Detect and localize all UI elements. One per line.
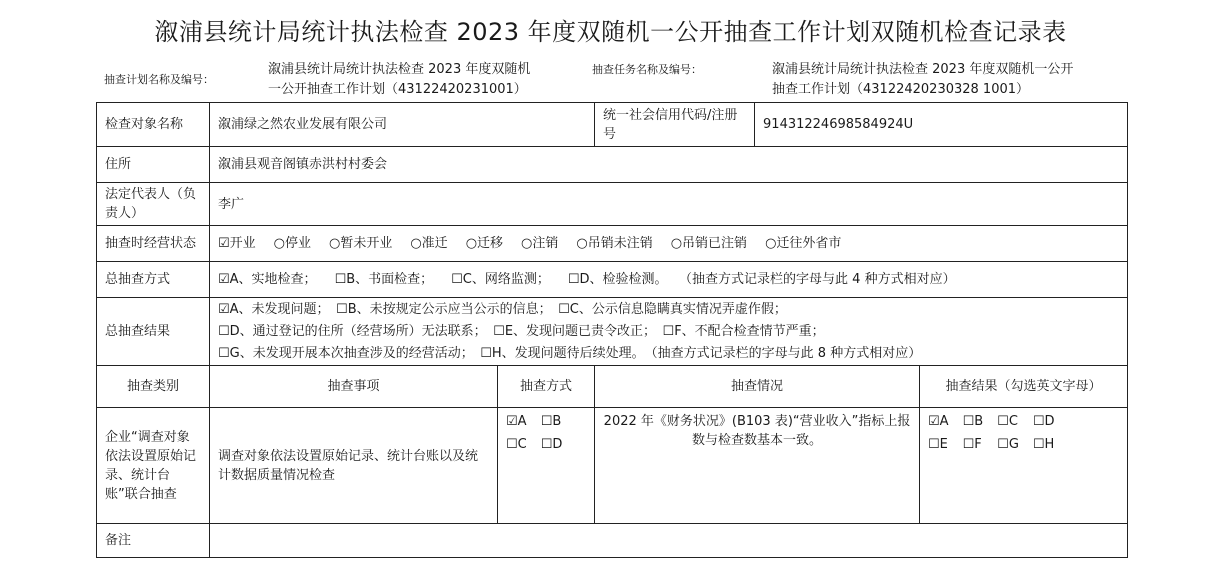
header-item: 抽查事项 [210,366,498,408]
status-option[interactable]: ○吊销已注销 [670,236,748,251]
remark-label: 备注 [97,524,210,558]
entry-method-option[interactable]: ☐B [540,414,562,429]
status-option[interactable]: ○迁移 [465,236,504,251]
status-option[interactable]: ○准迁 [410,236,448,251]
entry-result-option[interactable]: ☐E [928,437,948,452]
remark-row [97,524,1128,558]
credit-value: 91431224698584924U [755,103,1128,147]
result-line2: ☐D、通过登记的住所（经营场所）无法联系； ☐E、发现问题已责令改正； ☐F、不配合检查情节严重； [218,323,825,339]
legal-value: 李广 [210,183,1128,226]
task-label: 抽查任务名称及编号： [592,63,702,76]
status-label: 抽查时经营状态 [97,226,210,262]
credit-label: 统一社会信用代码/注册号 [595,103,755,147]
method-option[interactable]: ☐C、网络监测； [451,272,550,287]
method-option[interactable]: ☐B、书面检查； [334,272,434,287]
task-value-line1: 溆浦县统计局统计执法检查 2023 年度双随机一公开 [772,62,1074,77]
method-note: （抽查方式记录栏的字母与此 4 种方式相对应） [685,272,956,287]
entry-method-option[interactable]: ☐D [540,437,563,452]
entry-result-option[interactable]: ☐D [1032,414,1055,429]
header-situation: 抽查情况 [595,366,920,408]
entry-result-option[interactable]: ☐F [962,437,982,452]
method-options [210,262,1128,298]
task-value-line2: 抽查工作计划（43122420230328 1001） [772,82,1030,97]
header-row [97,366,1128,408]
result-line3: ☐G、未发现开展本次抽查涉及的经营活动； ☐H、发现问题待后续处理。 （抽查方式记录栏的字母与此 8 种方式相对应） [218,345,922,361]
header-method: 抽查方式 [498,366,595,408]
status-row [97,226,1128,262]
header-category: 抽查类别 [97,366,210,408]
status-options [210,226,1128,262]
entry-method-option[interactable]: ☑A [506,414,527,429]
remark-value[interactable] [210,524,1128,558]
result-label: 总抽查结果 [97,298,210,366]
address-row [97,147,1128,183]
entry-row [97,408,1128,524]
method-label: 总抽查方式 [97,262,210,298]
subject-value: 溆浦绿之然农业发展有限公司 [210,103,595,147]
entry-method-option[interactable]: ☐C [506,437,527,452]
entry-methods [498,408,595,524]
entry-result-option[interactable]: ☐G [997,437,1019,452]
subject-label: 检查对象名称 [97,103,210,147]
entry-result-option[interactable]: ☐B [962,414,984,429]
header-result: 抽查结果（勾选英文字母） [920,366,1128,408]
method-option[interactable]: ☐D、检验检测。 [567,272,668,287]
plan-value [268,60,530,100]
subject-row [97,103,1128,147]
status-option[interactable]: ○吊销未注销 [576,236,653,251]
entry-result-option[interactable]: ☐H [1032,437,1055,452]
record-table [96,102,1128,558]
status-option[interactable]: ○注销 [521,236,559,251]
page-title: 溆浦县统计局统计执法检查 2023 年度双随机一公开抽查工作计划双随机检查记录表 [154,18,1067,46]
address-label: 住所 [97,147,210,183]
address-value: 溆浦县观音阁镇赤洪村村委会 [210,147,1128,183]
result-options [210,298,1128,366]
entry-category: 企业“调查对象依法设置原始记录、统计台账”联合抽查 [97,408,210,524]
entry-result-option[interactable]: ☑A [928,414,949,429]
status-option[interactable]: ☑开业 [218,236,256,251]
result-line1: ☑A、未发现问题； ☐B、未按规定公示应当公示的信息； ☐C、公示信息隐瞒真实情况弄虚作假； [218,301,787,317]
plan-value-line1: 溆浦县统计局统计执法检查 2023 年度双随机 [268,62,531,77]
status-option[interactable]: ○迁往外省市 [765,236,842,251]
legal-label: 法定代表人（负责人） [97,183,210,226]
legal-row [97,183,1128,226]
result-row [97,298,1128,366]
entry-results [920,408,1128,524]
plan-label: 抽查计划名称及编号： [104,73,214,86]
method-option[interactable]: ☑A、实地检查； [218,272,317,287]
status-option[interactable]: ○停业 [273,236,311,251]
entry-situation: 2022 年《财务状况》(B103 表)“营业收入”指标上报数与检查数基本一致。 [595,408,920,524]
entry-result-option[interactable]: ☐C [997,414,1018,429]
method-row [97,262,1128,298]
status-option[interactable]: ○暂未开业 [329,236,393,251]
task-value [772,60,1073,100]
plan-value-line2: 一公开抽查工作计划（43122420231001） [268,82,527,97]
entry-item: 调查对象依法设置原始记录、统计台账以及统计数据质量情况检查 [210,408,498,524]
